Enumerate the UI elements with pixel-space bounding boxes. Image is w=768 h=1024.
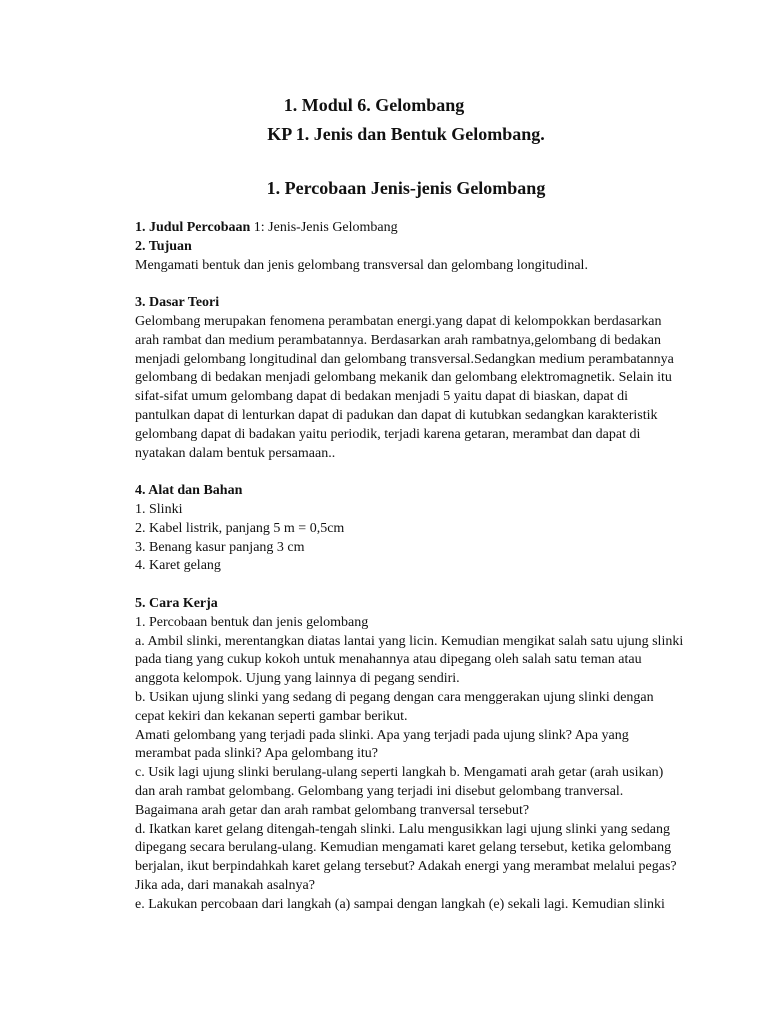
cara-kerja-line: Bagaimana arah getar dan arah rambat gelombang tranversal tersebut? bbox=[135, 802, 530, 818]
cara-kerja-heading: 5. Cara Kerja bbox=[135, 595, 218, 611]
dasar-teori-line: nyatakan dalam bentuk persamaan.. bbox=[135, 445, 336, 461]
document-body bbox=[135, 219, 695, 914]
tujuan-text: Mengamati bentuk dan jenis gelombang transversal dan gelombang longitudinal. bbox=[135, 257, 588, 273]
kp-title: KP 1. Jenis dan Bentuk Gelombang. bbox=[267, 124, 545, 144]
cara-kerja-line: 1. Percobaan bentuk dan jenis gelombang bbox=[135, 614, 369, 630]
cara-kerja-line: merambat pada slinki? Apa gelombang itu? bbox=[135, 746, 378, 762]
alat-bahan-item: 4. Karet gelang bbox=[135, 558, 221, 574]
cara-kerja-line: anggota kelompok. Ujung yang lainnya di pegang sendiri. bbox=[135, 671, 460, 687]
module-title: 1. Modul 6. Gelombang bbox=[283, 95, 465, 115]
tujuan-heading: 2. Tujuan bbox=[135, 238, 192, 254]
alat-bahan-item: 3. Benang kasur panjang 3 cm bbox=[135, 539, 305, 555]
dasar-teori-line: pantulkan dapat di lenturkan dapat di padukan dan dapat di kutubkan sedangkan karakteristik bbox=[135, 407, 658, 423]
dasar-teori-line: sifat-sifat umum gelombang dapat di bedakan menjadi 5 yaitu dapat di biaskan, dapat di bbox=[135, 389, 628, 405]
alat-bahan-heading: 4. Alat dan Bahan bbox=[135, 483, 243, 499]
dasar-teori-heading: 3. Dasar Teori bbox=[135, 295, 220, 311]
cara-kerja-line: dipegang secara berulang-ulang. Kemudian mengamati karet gelang tersebut, ketika gelombang bbox=[135, 840, 672, 856]
judul-text: 1: Jenis-Jenis Gelombang bbox=[250, 220, 398, 235]
cara-kerja-line: Amati gelombang yang terjadi pada slinki. Apa yang terjadi pada ujung slink? Apa yang bbox=[135, 727, 629, 743]
dasar-teori-line: menjadi gelombang longitudinal dan gelombang transversal.Sedangkan medium perambatannya bbox=[135, 351, 674, 367]
cara-kerja-line: c. Usik lagi ujung slinki berulang-ulang seperti langkah b. Mengamati arah getar (arah usikan) bbox=[135, 765, 664, 781]
cara-kerja-line: a. Ambil slinki, merentangkan diatas lantai yang licin. Kemudian mengikat salah satu ujung slinki bbox=[135, 633, 684, 649]
alat-bahan-item: 1. Slinki bbox=[135, 501, 183, 517]
cara-kerja-line: e. Lakukan percobaan dari langkah (a) sampai dengan langkah (e) sekali lagi. Kemudian slinki bbox=[135, 896, 665, 912]
cara-kerja-line: pada tiang yang cukup kokoh untuk menahannya atau dipegang oleh salah satu teman atau bbox=[135, 652, 642, 668]
judul-line bbox=[135, 219, 695, 238]
cara-kerja-line: b. Usikan ujung slinki yang sedang di pegang dengan cara menggerakan ujung slinki dengan bbox=[135, 689, 654, 705]
judul-label: 1. Judul Percobaan bbox=[135, 220, 251, 235]
dasar-teori-line: gelombang di bedakan menjadi gelombang mekanik dan gelombang elektromagnetik. Selain itu bbox=[135, 370, 672, 386]
cara-kerja-line: dan arah rambat gelombang. Gelombang yang terjadi ini disebut gelombang tranversal. bbox=[135, 783, 624, 799]
cara-kerja-line: d. Ikatkan karet gelang ditengah-tengah slinki. Lalu mengusikkan lagi ujung slinki yang sedang bbox=[135, 821, 670, 837]
cara-kerja-line: berjalan, ikut berpindahkah karet gelang tersebut? Adakah energi yang merambat melalui pegas? bbox=[135, 859, 677, 875]
cara-kerja-line: cepat kekiri dan kekanan seperti gambar berikut. bbox=[135, 708, 408, 724]
cara-kerja-line: Jika ada, dari manakah asalnya? bbox=[135, 877, 315, 893]
section-title: 1. Percobaan Jenis-jenis Gelombang bbox=[266, 178, 546, 198]
dasar-teori-line: arah rambat dan medium perambatannya. Berdasarkan arah rambatnya,gelombang di bedakan bbox=[135, 332, 661, 348]
alat-bahan-item: 2. Kabel listrik, panjang 5 m = 0,5cm bbox=[135, 520, 345, 536]
dasar-teori-line: gelombang dapat di badakan yaitu periodik, terjadi karena getaran, merambat dan dapat di bbox=[135, 426, 641, 442]
dasar-teori-line: Gelombang merupakan fenomena perambatan energi.yang dapat di kelompokkan berdasarkan bbox=[135, 313, 662, 329]
